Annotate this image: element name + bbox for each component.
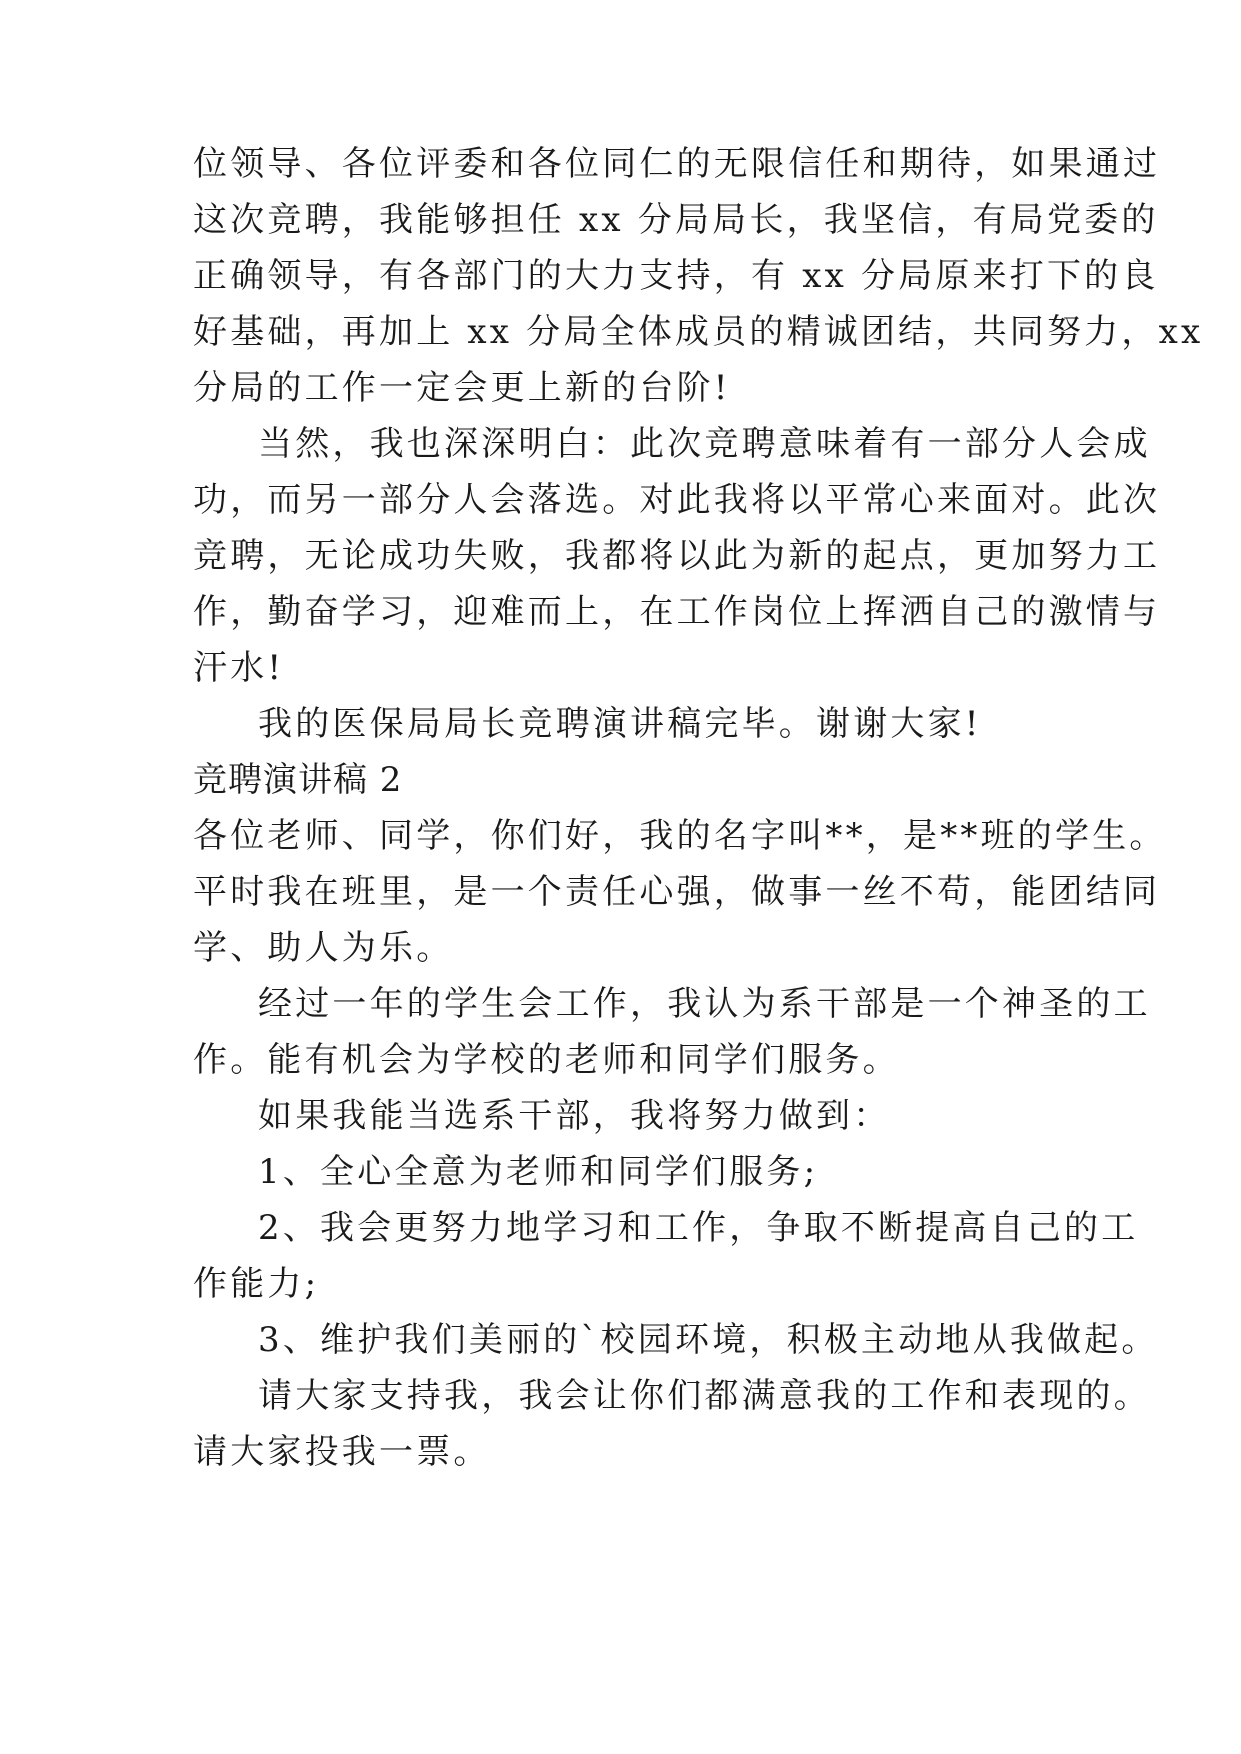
text-line: 请大家投我一票。: [193, 1432, 491, 1472]
text-line: 正确领导，有各部门的大力支持，有 xx 分局原来打下的良: [193, 256, 1159, 296]
text-line: 如果我能当选系干部，我将努力做到：: [258, 1096, 891, 1136]
text-line: 好基础，再加上 xx 分局全体成员的精诚团结，共同努力，xx: [193, 312, 1204, 352]
section-title: 竞聘演讲稿 2: [193, 760, 403, 800]
text-line: 汗水!: [193, 648, 285, 688]
text-line: 作能力;: [193, 1264, 320, 1304]
text-line: 学、助人为乐。: [193, 928, 454, 968]
text-line: 我的医保局局长竞聘演讲稿完毕。谢谢大家!: [258, 704, 982, 744]
text-line: 作。能有机会为学校的老师和同学们服务。: [193, 1040, 900, 1080]
text-line: 当然，我也深深明白：此次竞聘意味着有一部分人会成: [258, 424, 1151, 464]
text-line: 作，勤奋学习，迎难而上，在工作岗位上挥洒自己的激情与: [193, 592, 1161, 632]
text-line: 经过一年的学生会工作，我认为系干部是一个神圣的工: [258, 984, 1151, 1024]
list-item: 1、全心全意为老师和同学们服务;: [258, 1152, 819, 1192]
text-line: 位领导、各位评委和各位同仁的无限信任和期待，如果通过: [193, 144, 1161, 184]
text-line: 各位老师、同学，你们好，我的名字叫**，是**班的学生。: [193, 816, 1167, 856]
list-item: 2、我会更努力地学习和工作，争取不断提高自己的工: [258, 1208, 1139, 1248]
text-line: 请大家支持我，我会让你们都满意我的工作和表现的。: [258, 1376, 1151, 1416]
text-line: 功，而另一部分人会落选。对此我将以平常心来面对。此次: [193, 480, 1161, 520]
list-item: 3、维护我们美丽的`校园环境，积极主动地从我做起。: [258, 1320, 1159, 1360]
text-line: 竞聘，无论成功失败，我都将以此为新的起点，更加努力工: [193, 536, 1161, 576]
text-line: 分局的工作一定会更上新的台阶!: [193, 368, 731, 408]
text-line: 平时我在班里，是一个责任心强，做事一丝不苟，能团结同: [193, 872, 1161, 912]
text-line: 这次竞聘，我能够担任 xx 分局局长，我坚信，有局党委的: [193, 200, 1159, 240]
